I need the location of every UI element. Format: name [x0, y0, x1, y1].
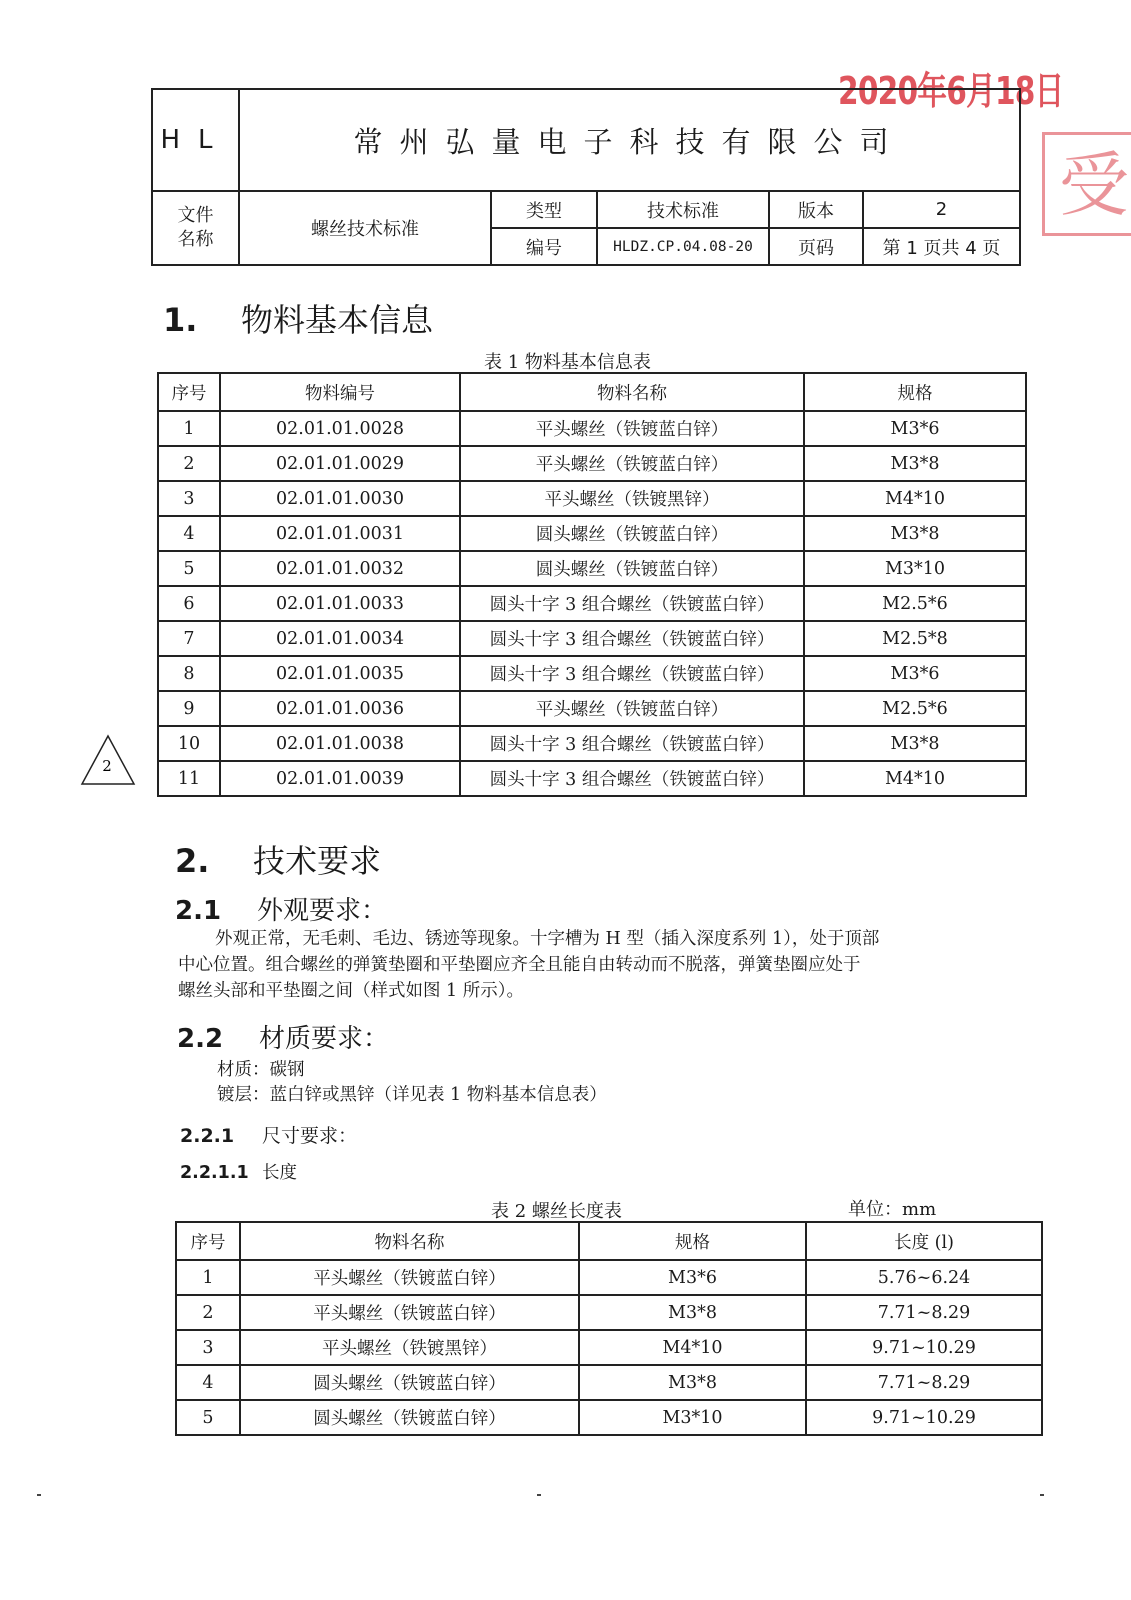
section-number: 2.2.1.1 [180, 1163, 249, 1183]
section-title: 材质要求： [259, 1024, 390, 1054]
table-row [158, 691, 1026, 726]
section-2-2-heading [177, 1018, 389, 1055]
code-value: HLDZ.CP.04.08-20 [597, 228, 769, 265]
table1-cell: 02.01.01.0028 [220, 411, 460, 446]
scan-speck [537, 1494, 541, 1496]
table1-cell: 02.01.01.0034 [220, 621, 460, 656]
table1-cell: M3*6 [804, 411, 1026, 446]
table1-cell: 2 [158, 446, 220, 481]
table-row [176, 1260, 1042, 1295]
table2-cell: M4*10 [579, 1330, 806, 1365]
section-title: 外观要求： [257, 896, 388, 926]
table2-column-header: 序号 [176, 1222, 240, 1260]
table1-header-row [158, 373, 1026, 411]
table-row [176, 1330, 1042, 1365]
table2-cell: 5 [176, 1400, 240, 1435]
table1-cell: M3*8 [804, 446, 1026, 481]
table2-column-header: 物料名称 [240, 1222, 579, 1260]
table1-cell: 1 [158, 411, 220, 446]
section-number: 2.2.1 [180, 1125, 235, 1147]
paragraph-line: 螺丝头部和平垫圈之间（样式如图 1 所示）。 [178, 981, 525, 1001]
table2-cell: 9.71~10.29 [806, 1400, 1042, 1435]
table1-cell: 6 [158, 586, 220, 621]
table1-cell: 圆头螺丝（铁镀蓝白锌） [460, 516, 804, 551]
section-2-2-1-1-heading [180, 1159, 297, 1184]
table2-cell: 2 [176, 1295, 240, 1330]
section-2-heading [175, 836, 381, 882]
table1-cell: 圆头十字 3 组合螺丝（铁镀蓝白锌） [460, 761, 804, 796]
table2-cell: 平头螺丝（铁镀黑锌） [240, 1330, 579, 1365]
table-row [176, 1400, 1042, 1435]
table2-unit: 单位：mm [848, 1199, 937, 1220]
table-row [158, 656, 1026, 691]
scan-speck [37, 1494, 41, 1496]
type-label: 类型 [491, 191, 597, 228]
table2-cell: 9.71~10.29 [806, 1330, 1042, 1365]
plating-line: 镀层：蓝白锌或黑锌（详见表 1 物料基本信息表） [217, 1085, 607, 1105]
table1-column-header: 序号 [158, 373, 220, 411]
table-row [158, 761, 1026, 796]
table1-column-header: 物料名称 [460, 373, 804, 411]
table1-cell: M2.5*8 [804, 621, 1026, 656]
table-row [176, 1365, 1042, 1400]
table-row [158, 586, 1026, 621]
code-label: 编号 [491, 228, 597, 265]
section-number: 2. [175, 842, 210, 880]
section-number: 2.2 [177, 1024, 224, 1054]
section-title: 技术要求 [253, 842, 382, 880]
section-number: 2.1 [175, 896, 222, 926]
version-label: 版本 [769, 191, 863, 228]
table1-cell: 02.01.01.0032 [220, 551, 460, 586]
table2-cell: M3*8 [579, 1365, 806, 1400]
table-row [158, 726, 1026, 761]
table2-cell: 1 [176, 1260, 240, 1295]
table1-cell: 9 [158, 691, 220, 726]
table1-cell: 平头螺丝（铁镀蓝白锌） [460, 446, 804, 481]
table1-cell: 8 [158, 656, 220, 691]
table1-cell: 圆头十字 3 组合螺丝（铁镀蓝白锌） [460, 726, 804, 761]
table2-cell: M3*8 [579, 1295, 806, 1330]
table1-cell: M2.5*6 [804, 691, 1026, 726]
revision-triangle-icon [80, 734, 136, 786]
table-row [158, 621, 1026, 656]
table1-cell: M4*10 [804, 761, 1026, 796]
table1-cell: 02.01.01.0030 [220, 481, 460, 516]
table1-cell: M3*6 [804, 656, 1026, 691]
table1-cell: M3*10 [804, 551, 1026, 586]
table1-cell: 02.01.01.0033 [220, 586, 460, 621]
table1-cell: 02.01.01.0035 [220, 656, 460, 691]
table2-column-header: 规格 [579, 1222, 806, 1260]
paragraph-line: 中心位置。组合螺丝的弹簧垫圈和平垫圈应齐全且能自由转动而不脱落，弹簧垫圈应处于 [178, 955, 861, 975]
table-row [158, 446, 1026, 481]
table1-column-header: 规格 [804, 373, 1026, 411]
table-row [158, 481, 1026, 516]
table2-cell: 3 [176, 1330, 240, 1365]
table1-cell: 平头螺丝（铁镀蓝白锌） [460, 411, 804, 446]
table-row [158, 516, 1026, 551]
table1-cell: 10 [158, 726, 220, 761]
section-2-2-1-heading [180, 1121, 357, 1148]
type-value: 技术标准 [597, 191, 769, 228]
table1-cell: M4*10 [804, 481, 1026, 516]
table1-cell: 5 [158, 551, 220, 586]
table1-cell: 02.01.01.0036 [220, 691, 460, 726]
table1-cell: 11 [158, 761, 220, 796]
table1-cell: 圆头十字 3 组合螺丝（铁镀蓝白锌） [460, 656, 804, 691]
table1-cell: M2.5*6 [804, 586, 1026, 621]
table-row [158, 551, 1026, 586]
page-value: 第 1 页共 4 页 [863, 228, 1020, 265]
received-date-stamp: 2020年6月18日 [838, 69, 1064, 113]
table2-column-header: 长度 (l) [806, 1222, 1042, 1260]
section-title: 长度 [262, 1163, 297, 1183]
table1-cell: 4 [158, 516, 220, 551]
table1-cell: 7 [158, 621, 220, 656]
revision-number: 2 [102, 757, 112, 775]
file-name-label: 文件 名称 [152, 191, 239, 265]
material-line: 材质：碳钢 [217, 1060, 305, 1080]
table1-cell: 3 [158, 481, 220, 516]
table1-material-info [157, 372, 1027, 797]
table2-cell: 7.71~8.29 [806, 1295, 1042, 1330]
section-title: 尺寸要求： [262, 1125, 358, 1147]
table-row [158, 411, 1026, 446]
table1-cell: 02.01.01.0038 [220, 726, 460, 761]
table2-cell: 4 [176, 1365, 240, 1400]
table1-caption: 表 1 物料基本信息表 [484, 352, 651, 373]
table2-length [175, 1221, 1043, 1436]
file-name: 螺丝技术标准 [239, 191, 491, 265]
header-hl: HL [152, 89, 239, 191]
section-1-heading [163, 295, 433, 341]
table1-cell: 平头螺丝（铁镀黑锌） [460, 481, 804, 516]
table1-cell: 平头螺丝（铁镀蓝白锌） [460, 691, 804, 726]
version-value: 2 [863, 191, 1020, 228]
table2-cell: 5.76~6.24 [806, 1260, 1042, 1295]
document-header [151, 88, 1021, 266]
table1-cell: 02.01.01.0039 [220, 761, 460, 796]
table2-cell: 圆头螺丝（铁镀蓝白锌） [240, 1365, 579, 1400]
section-title: 物料基本信息 [241, 301, 434, 339]
table2-cell: 平头螺丝（铁镀蓝白锌） [240, 1295, 579, 1330]
table1-cell: 02.01.01.0029 [220, 446, 460, 481]
paragraph-line: 外观正常，无毛刺、毛边、锈迹等现象。十字槽为 H 型（插入深度系列 1），处于顶部 [215, 929, 880, 949]
table2-cell: M3*6 [579, 1260, 806, 1295]
table1-cell: 02.01.01.0031 [220, 516, 460, 551]
table2-cell: 平头螺丝（铁镀蓝白锌） [240, 1260, 579, 1295]
table1-cell: 圆头十字 3 组合螺丝（铁镀蓝白锌） [460, 586, 804, 621]
table1-column-header: 物料编号 [220, 373, 460, 411]
scan-speck [1040, 1494, 1044, 1496]
table1-cell: M3*8 [804, 726, 1026, 761]
table1-cell: 圆头螺丝（铁镀蓝白锌） [460, 551, 804, 586]
table1-cell: 圆头十字 3 组合螺丝（铁镀蓝白锌） [460, 621, 804, 656]
table2-cell: 7.71~8.29 [806, 1365, 1042, 1400]
section-2-1-heading [175, 890, 387, 927]
table2-cell: 圆头螺丝（铁镀蓝白锌） [240, 1400, 579, 1435]
appearance-paragraph [178, 926, 978, 1004]
table2-caption: 表 2 螺丝长度表 [491, 1201, 622, 1222]
table1-cell: M3*8 [804, 516, 1026, 551]
table2-header-row [176, 1222, 1042, 1260]
page-label: 页码 [769, 228, 863, 265]
company-name: 常州弘量电子科技有限公司 [239, 89, 1020, 191]
table2-cell: M3*10 [579, 1400, 806, 1435]
section-number: 1. [163, 301, 198, 339]
received-seal: 受 [1042, 132, 1131, 236]
table-row [176, 1295, 1042, 1330]
